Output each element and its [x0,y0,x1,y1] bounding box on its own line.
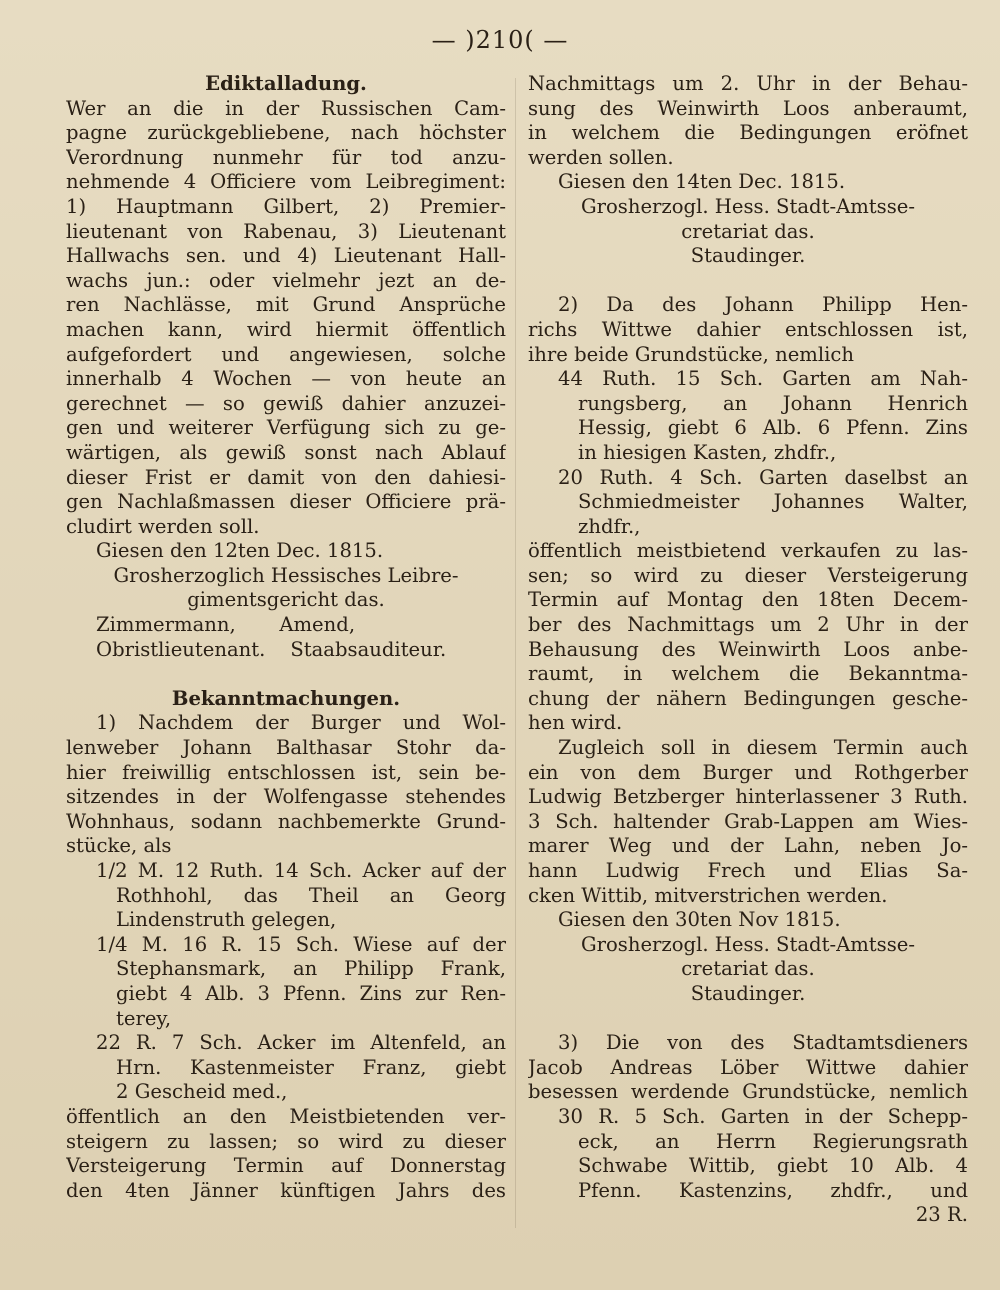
paragraph-spacer [528,1007,968,1032]
text-line: Verordnung nunmehr für tod anzu- [66,145,506,169]
text-line: Wer an die in der Russischen Cam- [66,96,506,120]
text-line: cretariat das. [681,219,815,243]
text-line: Schmiedmeister Johannes Walter, [578,490,968,514]
right-column [528,72,968,1228]
text-line: hann Ludwig Frech und Elias Sa- [528,859,968,882]
text-line: Giesen den 30ten Nov 1815. [558,908,841,932]
text-line: Lindenstruth gelegen, [116,908,337,932]
text-line: machen kann, wird hiermit öffentlich [66,317,506,341]
text-line: cken Wittib, mitverstrichen werden. [528,883,888,907]
text-line: 2) Da des Johann Philipp Hen- [558,293,968,317]
text-line: lieutenant von Rabenau, 3) Lieutenant [66,219,506,243]
text-line: 23 R. [915,1203,968,1227]
text-line: dieser Frist er damit von den dahiesi- [66,465,506,489]
text-line: den 4ten Jänner künftigen Jahrs des [66,1178,506,1202]
text-line: aufgefordert und angewiesen, solche [66,342,506,366]
text-line: Grosherzogl. Hess. Stadt-Amtsse- [580,932,916,956]
text-line: Zimmermann, Amend, [96,613,356,637]
text-line: 20 Ruth. 4 Sch. Garten daselbst an [558,465,968,489]
text-line: sen; so wird zu dieser Versteigerung [528,563,968,587]
text-line: richs Wittwe dahier entschlossen ist, [528,317,968,341]
text-line: Versteigerung Termin auf Donnerstag [66,1154,506,1178]
text-line: Stephansmark, an Philipp Frank, [116,957,506,981]
text-line: ein von dem Burger und Rothgerber [528,760,968,784]
text-line: 3) Die von des Stadtamtsdieners [558,1031,968,1055]
text-line: werden sollen. [528,145,674,169]
text-line: gimentsgericht das. [187,588,385,612]
text-line: marer Weg und der Lahn, neben Jo- [528,834,968,858]
text-line: in hiesigen Kasten, zhdfr., [578,440,837,464]
paragraph-spacer [66,662,506,687]
section-heading: Bekanntmachungen. [171,686,401,710]
text-line: Ludwig Betzberger hinterlassener 3 Ruth. [528,785,968,809]
text-line: eck, an Herrn Regierungsrath [578,1129,968,1153]
text-line: 1/4 M. 16 R. 15 Sch. Wiese auf der [96,932,506,956]
text-line: Obristlieutenant. Staabsauditeur. [96,637,447,661]
text-line: 30 R. 5 Sch. Garten in der Schepp- [558,1104,968,1128]
text-line: Nachmittags um 2. Uhr in der Behau- [528,72,968,95]
text-line: 1/2 M. 12 Ruth. 14 Sch. Acker auf der [96,859,506,882]
text-line: öffentlich an den Meistbietenden ver- [66,1104,506,1128]
text-line: stücke, als [66,834,172,858]
text-line: 44 Ruth. 15 Sch. Garten am Nah- [558,367,968,391]
text-line: wachs jun.: oder vielmehr jezt an de- [66,268,506,292]
text-line: 1) Nachdem der Burger und Wol- [96,711,506,735]
section-heading: Ediktalladung. [205,72,367,95]
text-line: lenweber Johann Balthasar Stohr da- [66,736,506,760]
text-line: giebt 4 Alb. 3 Pfenn. Zins zur Ren- [116,981,506,1005]
text-line: 1) Hauptmann Gilbert, 2) Premier- [66,194,506,218]
text-line: Zugleich soll in diesem Termin auch [558,736,968,760]
text-line: cludirt werden soll. [66,514,260,538]
text-line: nehmende 4 Officiere vom Leibregiment: [66,170,506,194]
text-line: Hessig, giebt 6 Alb. 6 Pfenn. Zins [578,416,968,440]
text-line: ren Nachlässe, mit Grund Ansprüche [66,293,506,317]
text-line: 3 Sch. haltender Grab-Lappen am Wies- [528,809,968,833]
text-line: Staudinger. [690,981,806,1005]
text-line: wärtigen, als gewiß sonst nach Ablauf [66,440,506,464]
text-line: pagne zurückgebliebene, nach höchster [66,121,506,145]
text-line: steigern zu lassen; so wird zu dieser [66,1129,506,1153]
left-column [66,72,506,1203]
page-number-header: — )210( — [431,26,569,54]
text-line: Behausung des Weinwirth Loos anbe- [528,637,968,661]
text-line: Giesen den 12ten Dec. 1815. [96,539,384,563]
text-line: Jacob Andreas Löber Wittwe dahier [528,1055,968,1079]
text-line: gen Nachlaßmassen dieser Officiere prä- [66,490,506,514]
text-line: Giesen den 14ten Dec. 1815. [558,170,846,194]
text-line: Grosherzoglich Hessisches Leibre- [113,563,459,587]
text-line: Pfenn. Kastenzins, zhdfr., und [578,1178,968,1202]
text-line: Wohnhaus, sodann nachbemerkte Grund- [66,809,506,833]
text-line: in welchem die Bedingungen eröfnet [528,121,968,145]
text-line: innerhalb 4 Wochen — von heute an [66,367,506,391]
text-line: Termin auf Montag den 18ten Decem- [528,588,968,612]
text-line: gerechnet — so gewiß dahier anzuzei- [66,391,506,415]
text-line: 22 R. 7 Sch. Acker im Altenfeld, an [96,1031,506,1055]
text-line: öffentlich meistbietend verkaufen zu las- [528,539,968,563]
paragraph-spacer [528,269,968,294]
column-divider [515,78,516,1228]
text-line: sung des Weinwirth Loos anberaumt, [528,96,968,120]
text-line: sitzendes in der Wolfengasse stehendes [66,785,506,809]
text-line: hen wird. [528,711,623,735]
text-line: raumt, in welchem die Bekanntma- [528,662,968,686]
text-line: ihre beide Grundstücke, nemlich [528,342,855,366]
text-line: besessen werdende Grundstücke, nemlich [528,1080,968,1104]
text-line: terey, [116,1006,172,1030]
text-line: zhdfr., [578,514,641,538]
text-line: hier freiwillig entschlossen ist, sein be- [66,760,506,784]
text-line: Grosherzogl. Hess. Stadt-Amtsse- [580,194,916,218]
text-line: rungsberg, an Johann Henrich [578,391,968,415]
text-line: Hrn. Kastenmeister Franz, giebt [116,1055,506,1079]
text-line: Schwabe Wittib, giebt 10 Alb. 4 [578,1154,968,1178]
text-line: Rothhohl, das Theil an Georg [116,883,506,907]
text-line: Hallwachs sen. und 4) Lieutenant Hall- [66,244,506,268]
text-line: gen und weiterer Verfügung sich zu ge- [66,416,506,440]
text-line: Staudinger. [690,244,806,268]
text-line: ber des Nachmittags um 2 Uhr in der [528,613,968,637]
text-line: 2 Gescheid med., [116,1080,288,1104]
text-line: cretariat das. [681,957,815,981]
text-line: chung der nähern Bedingungen gesche- [528,686,968,710]
